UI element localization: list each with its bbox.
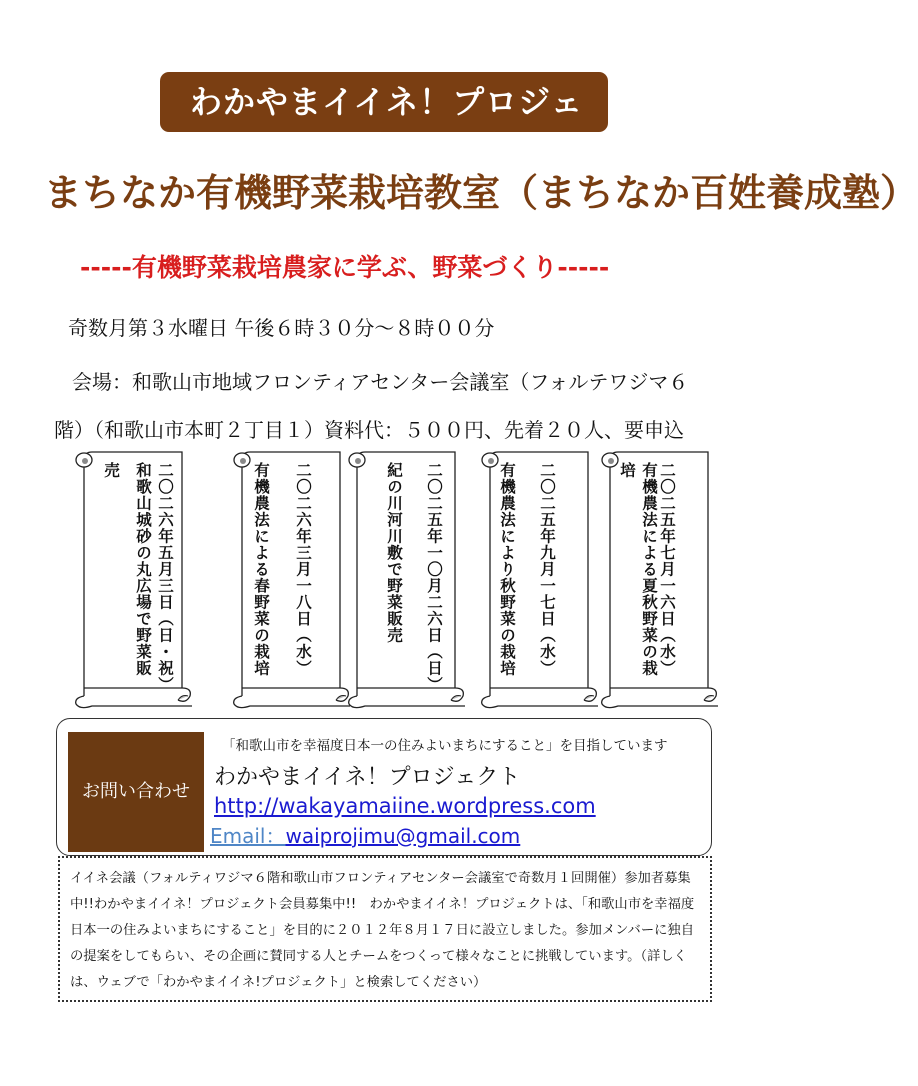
venue-text-line2: 階）（和歌山市本町２丁目１）資料代：５００円、先着２０人、要申込 (54, 418, 684, 442)
event-scroll-2 (228, 448, 350, 710)
email-link[interactable]: waiprojimu@gmail.com (285, 824, 521, 848)
project-banner: わかやまイイネ！プロジェクト (160, 72, 608, 132)
event-scroll-4 (476, 448, 598, 710)
inquiry-label: お問い合わせ (68, 732, 204, 852)
event-title-cont: 売 (102, 462, 120, 479)
subtitle: -----有機野菜栽培農家に学ぶ、野菜づくり----- (80, 253, 610, 282)
website-link[interactable]: http://wakayamaiine.wordpress.com (214, 794, 596, 818)
event-title: 有機農法による夏秋野菜の栽培 (618, 462, 658, 677)
schedule-text: 奇数月第３水曜日 午後６時３０分～８時００分 (68, 316, 495, 340)
event-scroll-1 (70, 448, 192, 710)
event-title: 有機農法により秋野菜の栽培 (498, 462, 516, 677)
event-title: 和歌山城砂の丸広場で野菜販 (134, 462, 152, 677)
event-date: 二〇二六年三月一八日（水） (294, 462, 312, 677)
event-date: 二〇二五年一〇月二六日（日） (425, 462, 443, 693)
event-title: 有機農法による春野菜の栽培 (252, 462, 270, 677)
event-scroll-5 (596, 448, 718, 710)
email-row (210, 820, 520, 849)
page-title: まちなか有機野菜栽培教室（まちなか百姓養成塾） (44, 171, 918, 215)
scroll-shape-icon (228, 448, 350, 710)
motto-text: 「和歌山市を幸福度日本一の住みよいまちにすること」を目指しています (222, 738, 668, 754)
event-date: 二〇二五年九月一七日（水） (538, 462, 556, 677)
project-name: わかやまイイネ！プロジェクト (214, 765, 521, 790)
venue-text-line1: 会場：和歌山市地域フロンティアセンター会議室（フォルテワジマ６ (72, 370, 689, 394)
event-date: 二〇二六年五月三日（日・祝） (156, 462, 174, 693)
event-title: 紀の川河川敷で野菜販売 (385, 462, 403, 644)
email-label: Email： (210, 824, 286, 848)
event-date: 二〇二五年七月一六日（水） (658, 462, 676, 677)
event-scroll-3 (343, 448, 465, 710)
description-text: イイネ会議（フォルティワジマ６階和歌山市フロンティアセンター会議室で奇数月１回開催）参加者募集中!!わかやまイイネ！プロジェクト会員募集中!! わかやまイイネ！プロジェクトは、「和歌山市を幸福度日本一の住みよいまちにすること」を目的に２０１２年８月１７日に設立しました。参加メンバーに独自の提案をしてもらい、その企画に賛同する人とチームをつくって様々なことに挑戦しています。（詳しくは、ウェブで「わかやまイイネ!プロジェクト」と検索してください） (70, 871, 695, 990)
